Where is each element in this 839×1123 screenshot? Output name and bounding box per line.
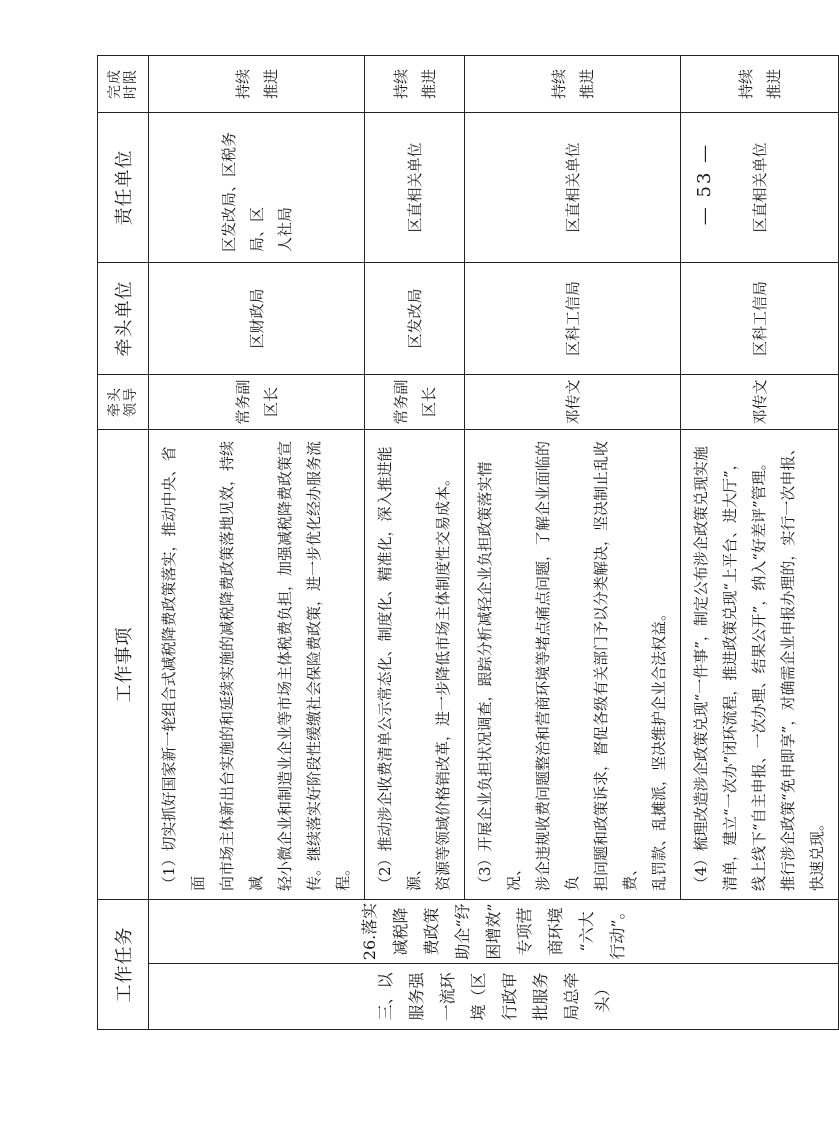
leader-cell: 邓传文 [465,375,681,430]
page-number-wrap [690,124,730,244]
work-item-line: （2）推动涉企收费清单公示常态化、制度化、精准化，深入推进能源、 [376,446,423,891]
category-line: 行政审 [499,972,519,1021]
category-line: 服务强 [406,972,426,1021]
header-task: 工作任务 [98,900,149,1030]
deadline-line: 推进 [764,69,783,100]
header-row [98,56,149,1030]
task-line: 减税降 [391,907,410,956]
table-row [365,56,465,1030]
leader-cell [365,375,465,430]
deadline-cell [149,56,365,113]
work-item-cell [681,430,839,900]
category-line: 局总牵 [561,972,581,1021]
leader-line: 常务副 [391,379,410,425]
resp-unit-cell: 区直相关单位 [465,113,681,263]
lead-unit-cell: 区科工信局 [681,263,839,375]
work-item-line: （4）梳理改造涉企政策兑现“一件事”，制定公布涉企政策兑现实施 [692,446,710,891]
work-item-line: 担问题和政策诉求，督促各级有关部门予以分类解决，坚决制止乱收费、 [592,440,639,891]
task-line: “六大 [577,911,596,952]
table-row [149,56,365,1030]
header-deadline [98,56,149,113]
header-item: 工作事项 [98,430,149,900]
leader-cell [149,375,365,430]
resp-unit-cell: 区直相关单位 [681,113,839,263]
task-line: 助企“纾 [453,903,472,960]
work-item-cell [365,430,465,900]
task-line: 专项营 [515,907,534,956]
header-deadline-line: 完成 [107,69,123,99]
lead-unit-cell: 区财政局 [149,263,365,375]
task-line: 26.落实 [360,902,379,961]
deadline-line: 持续 [736,69,755,100]
task-line: 行动”。 [608,903,627,960]
work-item-line: 清单，建立“一次办”闭环流程，推进政策兑现“上平台、进大厅”， [721,455,739,891]
category-line: 境（区 [468,972,488,1021]
work-item-line: （1）切实抓好国家新一轮组合式减税降费政策落实，推动中央、省面 [160,446,207,891]
work-item-line: 轻小微企业和制造业企业等市场主体税费负担，加强减税降费政策宣 [276,440,294,891]
page-number: — 53 — [694,142,715,226]
work-item-line: 传。继续落实好阶段性缓缴社会保险费政策，进一步优化经办服务流程。 [305,440,352,891]
resp-unit-line: 区发改局、区税务局、区 [219,131,266,252]
work-item-line: （3）开展企业负担状况调查，跟踪分析减轻企业负担政策落实情况、 [476,461,523,891]
header-leader-line: 领导 [123,387,139,417]
category-line: 三、以 [375,972,395,1021]
work-item-line: 线上线下“自主申报、一次办理、结果公开”，纳入“好差评”管理。 [750,455,768,891]
task-line: 困增效” [484,903,503,960]
category-line: 头） [592,980,612,1013]
work-item-cell [465,430,681,900]
work-item-line: 资源等领域价格销改革，进一步降低市场主体制度性交易成本。 [434,470,452,891]
work-item-cell [149,430,365,900]
header-leader [98,375,149,430]
deadline-line: 持续 [549,69,568,100]
work-item-line: 乱罚款、乱摊派，坚决维护企业合法权益。 [650,605,668,891]
task-cell [149,900,839,964]
deadline-cell [681,56,839,113]
deadline-line: 持续 [233,69,252,100]
leader-line: 区长 [419,387,438,418]
leader-line: 区长 [261,387,280,418]
task-line: 费政策 [422,907,441,956]
deadline-cell [365,56,465,113]
header-deadline-line: 时限 [123,69,139,99]
category-line: 一流环 [437,972,457,1021]
work-item-line: 快速兑现。 [808,815,826,891]
lead-unit-cell: 区科工信局 [465,263,681,375]
work-item-line: 向市场主体新出台实施的和延续实施的减税降费政策落地见效，持续减 [218,440,265,891]
work-item-line: 涉企违规收费问题整治和营商环境等堵点痛点问题，了解企业面临的负 [534,440,581,891]
resp-unit-cell: 区直相关单位 [365,113,465,263]
leader-cell: 邓传文 [681,375,839,430]
category-line: 批服务 [530,972,550,1021]
leader-line: 常务副 [233,379,252,425]
deadline-line: 推进 [419,69,438,100]
resp-unit-line: 人社局 [275,206,294,252]
resp-unit-cell [149,113,365,263]
deadline-cell [465,56,681,113]
deadline-line: 持续 [391,69,410,100]
category-cell [149,964,839,1030]
lead-unit-cell: 区发改局 [365,263,465,375]
header-resp-unit: 责任单位 [98,113,149,263]
header-leader-line: 牵头 [107,387,123,417]
table-row [465,56,681,1030]
deadline-line: 推进 [261,69,280,100]
task-line: 商环境 [546,907,565,956]
header-lead-unit: 牵头单位 [98,263,149,375]
deadline-line: 推进 [577,69,596,100]
work-item-line: 推行涉企政策“免申即享”，对确需企业申报办理的，实行一次申报、 [779,440,797,891]
